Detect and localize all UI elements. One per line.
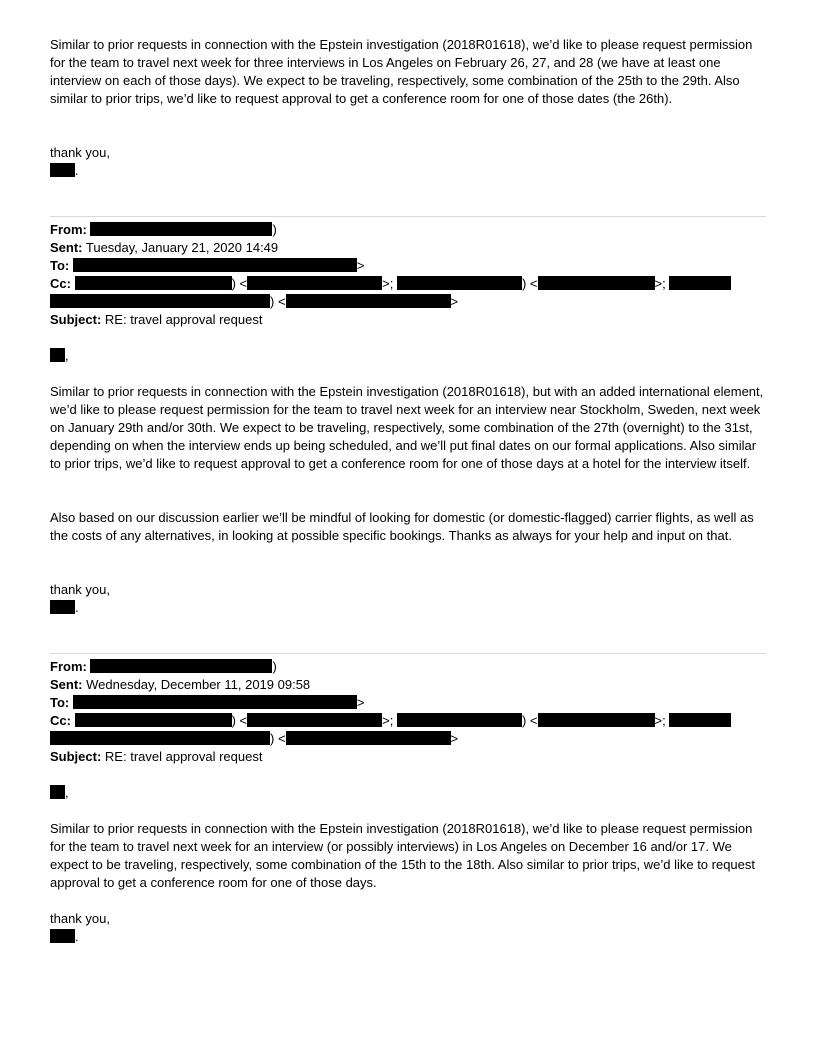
redaction-box xyxy=(286,731,451,745)
email-closing: thank you, xyxy=(50,145,110,160)
greeting-line: , xyxy=(50,347,69,365)
redaction-box xyxy=(50,785,65,799)
header-from: From: ) xyxy=(50,659,277,674)
redaction-box xyxy=(247,713,382,727)
email-paragraph: Also based on our discussion earlier we’ll be mindful of looking for domestic (or domestic-flagged) carrier flights, as well as the costs of any alternatives, in looking at possible specific bookings. Thanks as always for your help and input on that. xyxy=(50,510,754,543)
email-closing: thank you, xyxy=(50,911,110,926)
email-body-2 xyxy=(50,383,766,473)
redaction-box xyxy=(50,348,65,362)
separator-line xyxy=(50,653,766,654)
redaction-box xyxy=(75,276,232,290)
redaction-box xyxy=(397,713,522,727)
email-body-1 xyxy=(50,36,766,108)
sent-label: Sent: xyxy=(50,677,83,692)
redaction-box xyxy=(669,713,731,727)
redaction-box xyxy=(538,713,655,727)
email-body-2b xyxy=(50,509,766,545)
to-label: To: xyxy=(50,258,70,273)
greeting-line: , xyxy=(50,784,69,802)
email-closing: thank you, xyxy=(50,582,110,597)
sent-value: Tuesday, January 21, 2020 14:49 xyxy=(85,240,279,255)
email-body-3 xyxy=(50,820,766,892)
header-cc-cont: ) < > xyxy=(50,730,458,748)
to-label: To: xyxy=(50,695,70,710)
redaction-box xyxy=(75,713,232,727)
redaction-box xyxy=(90,222,272,236)
sent-label: Sent: xyxy=(50,240,83,255)
redaction-box xyxy=(247,276,382,290)
email-paragraph: Similar to prior requests in connection with the Epstein investigation (2018R01618), we’d like to please request permission for the team to travel next week for three interviews in Los Angeles on February 26, 27, and 28 (we have at least one interview on each of those days). We expect to be traveling, respectively, some combination of the 25th to the 29th. Also similar to prior trips, we’d like to request approval to get a conference room for one of those dates (the 26th). xyxy=(50,37,753,106)
header-sent xyxy=(50,239,278,257)
redaction-box xyxy=(50,731,270,745)
signature-line: . xyxy=(50,599,79,617)
redaction-box xyxy=(73,695,357,709)
email-paragraph: Similar to prior requests in connection with the Epstein investigation (2018R01618), we’d like to please request permission for the team to travel next week for an interview (or possibly interviews) in Los Angeles on December 16 and/or 17. We expect to be traveling, respectively, some combination of the 15th to the 18th. Also similar to prior trips, we’d like to request approval to get a conference room for one of those days. xyxy=(50,821,756,890)
header-to: To: > xyxy=(50,258,365,273)
header-cc: Cc: ) < >; ) < >; xyxy=(50,712,731,730)
redaction-box xyxy=(50,294,270,308)
redaction-box xyxy=(90,659,272,673)
from-label: From: xyxy=(50,659,87,674)
sent-value: Wednesday, December 11, 2019 09:58 xyxy=(86,677,311,692)
cc-label: Cc: xyxy=(50,276,71,291)
header-sent xyxy=(50,676,310,694)
email-paragraph: Similar to prior requests in connection with the Epstein investigation (2018R01618), but with an added international element, we’d like to please request permission for the team to travel next week for an interview near Stockholm, Sweden, next week on January 29th and/or 30th. We expect to be traveling, respectively, some combination of the 27th (overnight) to the 31st, depending on when the interview ends up being scheduled, and we’ll put final dates on our formal applications. Also similar to prior trips, we’d like to request approval to get a conference room for one of those days at a hotel for the interview itself. xyxy=(50,384,764,471)
subject-value: RE: travel approval request xyxy=(104,312,263,327)
redaction-box xyxy=(669,276,731,290)
redaction-box xyxy=(50,600,75,614)
from-label: From: xyxy=(50,222,87,237)
header-from: From: ) xyxy=(50,222,277,237)
signature-line: . xyxy=(50,928,79,946)
redaction-box xyxy=(50,929,75,943)
signature-line: . xyxy=(50,162,79,180)
redaction-box xyxy=(397,276,522,290)
redaction-box xyxy=(538,276,655,290)
subject-label: Subject: xyxy=(50,312,102,327)
redaction-box xyxy=(50,163,75,177)
subject-label: Subject: xyxy=(50,749,102,764)
header-to: To: > xyxy=(50,695,365,710)
redaction-box xyxy=(73,258,357,272)
redaction-box xyxy=(286,294,451,308)
header-subject xyxy=(50,748,262,766)
header-cc: Cc: ) < >; ) < >; xyxy=(50,275,731,293)
cc-label: Cc: xyxy=(50,713,71,728)
header-cc-cont: ) < > xyxy=(50,293,458,311)
separator-line xyxy=(50,216,766,217)
header-subject xyxy=(50,311,262,329)
subject-value: RE: travel approval request xyxy=(104,749,263,764)
